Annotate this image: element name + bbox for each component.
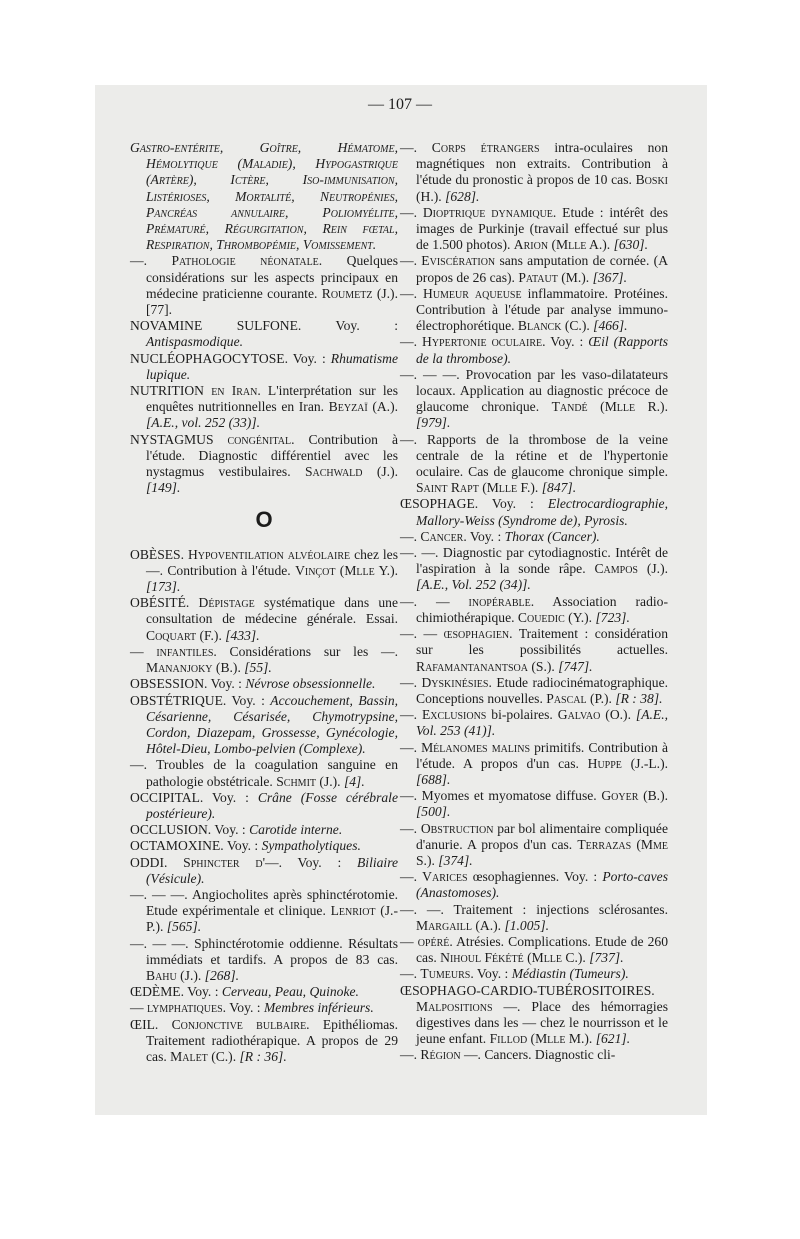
entry-heading: ŒIL. <box>130 1016 172 1032</box>
entry-reference: [737]. <box>589 950 624 966</box>
entry-text: chez les —. Contribution à l'étude. <box>146 546 398 578</box>
entry-reference: [4]. <box>343 773 365 789</box>
entry-heading: —. <box>400 253 422 269</box>
entry-text: Voy. : <box>545 334 589 350</box>
index-entry <box>400 626 668 675</box>
entry-text: bi-polaires. <box>486 707 558 723</box>
entry-author: Margaill (A.). <box>416 917 505 933</box>
entry-author: Fillod (Mlle M.). <box>489 1031 596 1047</box>
entry-reference: [374]. <box>438 852 473 868</box>
entry-reference: [173]. <box>146 579 181 595</box>
entry-reference: Carotide interne. <box>249 822 343 838</box>
entry-reference: [A.E., Vol. 252 (34)]. <box>416 577 531 593</box>
index-entry <box>400 1047 668 1063</box>
entry-author: Mananjoky (B.). <box>146 660 245 676</box>
entry-reference: [433]. <box>225 627 260 643</box>
entry-reference: [565]. <box>166 919 202 935</box>
entry-subheading: Hypertonie oculaire. <box>422 334 546 350</box>
index-entry <box>400 934 668 966</box>
entry-author: Arion (Mlle A.). <box>513 237 614 253</box>
entry-heading: —. <box>400 204 423 220</box>
index-entry <box>400 253 668 285</box>
index-entry <box>130 432 398 497</box>
index-entry <box>130 1017 398 1066</box>
index-entry <box>130 383 398 432</box>
entry-subheading: inopérable. <box>468 593 535 609</box>
entry-subheading: Humeur aqueuse <box>423 285 522 301</box>
entry-text: Voy. : <box>466 528 505 544</box>
index-entry <box>130 838 398 854</box>
entry-subheading: Malpositions —. <box>416 998 521 1014</box>
entry-text: Etude radiocinématographique. Conceptions nouvelles. <box>416 674 668 706</box>
entry-heading: —. <box>400 674 422 690</box>
entry-subheading: Exclusions <box>421 707 487 723</box>
entry-heading: —. <box>400 739 422 755</box>
entry-subheading: Tumeurs. <box>420 966 474 982</box>
entry-heading: ŒSOPHAGE. Voy. : <box>400 496 548 512</box>
entry-reference: [621]. <box>595 1031 631 1047</box>
entry-heading: —. <box>400 707 422 723</box>
entry-subheading: Gastro-entérite, Goître, Hématome, Hémolytique (Maladie), Hypogastrique (Artère), Ictère, Iso-immunisation, Listérioses, Mortalité, Neutropénies, Pancréas annulaire, Poliomyélite, Prématuré, Régurgitation, Rein fœtal, Respiration, Thrombopémie, Vomissement. <box>130 140 398 253</box>
entry-author: Blanck (C.). <box>517 318 594 334</box>
entry-author: Vinçot (Mlle Y.). <box>295 562 398 578</box>
entry-reference: [630]. <box>613 237 648 253</box>
index-entry <box>400 594 668 626</box>
index-entry <box>400 983 668 1048</box>
left-column <box>130 140 398 1065</box>
entry-reference: Thorax (Cancer). <box>504 528 600 544</box>
entry-subheading: lymphatiques. <box>147 1000 227 1016</box>
index-entry <box>130 676 398 692</box>
entry-text: Traitement : considération sur les possibilités actuelles. <box>416 626 668 658</box>
entry-reference: [149]. <box>146 480 181 496</box>
entry-heading: ODDI. <box>130 854 184 870</box>
entry-reference: [847]. <box>541 480 577 496</box>
entry-reference: [500]. <box>416 804 451 820</box>
entry-subheading: Dépistage <box>198 595 255 611</box>
index-entry <box>130 140 398 253</box>
entry-author: Lenriot (J.-P.). <box>146 903 398 935</box>
entry-text: Voy. : <box>473 966 512 982</box>
index-entry <box>400 707 668 739</box>
entry-text: Etude : intérêt des images de Purkinje (travail effectué sur plus de 1.500 photos). <box>416 204 668 253</box>
entry-author: Campos (J.). <box>594 561 668 577</box>
entry-reference: Rhumatisme lupique. <box>146 350 398 382</box>
entry-subheading: Sphincter d'—. <box>183 854 283 870</box>
entry-reference: Porto-caves (Anastomoses). <box>416 869 668 901</box>
entry-author: Bahu (J.). <box>146 967 205 983</box>
entry-heading: OBSESSION. Voy. : <box>130 676 246 692</box>
left-entries-o <box>130 547 398 1066</box>
entry-heading: —. Rapports de la thrombose de la veine centrale de la rétine et de l'hypertonie oculaire. Cas de glaucome chronique simple. <box>400 431 668 480</box>
entry-text: primitifs. Contribution à l'étude. A propos d'un cas. <box>416 739 669 771</box>
entry-heading: —. — <box>400 626 444 642</box>
index-entry <box>130 887 398 936</box>
entry-reference: [55]. <box>244 660 272 676</box>
entry-author: Roumetz (J.). [77]. <box>146 285 398 318</box>
index-entry <box>400 286 668 335</box>
entry-text: Voy. : <box>282 854 357 870</box>
index-entry <box>400 675 668 707</box>
entry-reference: [268]. <box>204 967 240 983</box>
entry-text: L'interprétation sur les enquêtes nutritionnelles en Iran. <box>146 383 398 415</box>
entry-author: Rafamantanantsoa (S.). <box>416 658 559 674</box>
entry-heading: —. — —. Angiocholites après sphinctérotomie. Etude expérimentale et clinique. <box>130 886 398 919</box>
entry-reference: Cerveau, Peau, Quinoke. <box>221 984 359 1000</box>
entry-heading: —. <box>130 253 172 269</box>
entry-author: Tandé (Mlle R.). <box>551 399 668 415</box>
entry-heading: —. <box>400 966 421 982</box>
entry-reference: Electrocardiographie, Mallory-Weiss (Syndrome de), Pyrosis. <box>416 496 668 528</box>
entry-subheading: Conjonctive bulbaire. <box>171 1016 310 1032</box>
right-entries <box>400 140 668 1064</box>
entry-text: Place des hémorragies digestives dans les — chez le nourrisson et le jeune enfant. <box>416 998 668 1047</box>
index-entry <box>130 318 398 350</box>
index-entry <box>400 788 668 820</box>
entry-text: Considérations sur les —. <box>216 643 398 659</box>
index-entry <box>400 140 668 205</box>
index-entry <box>400 821 668 870</box>
entry-reference: [A.E., vol. 252 (33)]. <box>146 415 261 431</box>
entry-subheading: infantiles. <box>156 643 217 659</box>
entry-heading: NUTRITION <box>130 383 212 399</box>
index-entry <box>130 822 398 838</box>
entry-reference: [747]. <box>558 658 593 674</box>
index-entry <box>130 855 398 887</box>
entry-heading: —. —. Diagnostic par cytodiagnostic. Intérêt de l'aspiration à la sonde râpe. <box>400 545 668 577</box>
entry-reference: Biliaire (Vésicule). <box>146 854 399 886</box>
index-entry <box>400 205 668 254</box>
index-entry <box>400 966 668 982</box>
entry-author: Nihoul Fékété (Mlle C.). <box>440 950 590 966</box>
entry-heading: ŒSOPHAGO-CARDIO-TUBÉROSITOIRES. <box>400 982 655 998</box>
index-entry <box>130 1000 398 1016</box>
entry-heading: OBÉSITÉ. <box>130 595 199 611</box>
entry-author: Malet (C.). <box>170 1048 240 1064</box>
index-entry <box>130 644 398 676</box>
entry-reference: [688]. <box>416 771 451 787</box>
entry-text: Epithéliomas. Traitement radiothérapique. A propos de 29 cas. <box>146 1016 398 1064</box>
entry-heading: OBSTÉTRIQUE. Voy. : <box>130 692 271 708</box>
entry-text: inflammatoire. Protéines. Contribution à l'étude par analyse immuno-électrophorétique. <box>416 285 669 334</box>
entry-subheading: Dyskinésies. <box>421 674 492 690</box>
section-letter: O <box>255 507 273 533</box>
entry-text: par bol alimentaire compliquée d'anurie. A propos d'un cas. <box>416 820 668 852</box>
index-entry <box>130 936 398 985</box>
entry-heading: — <box>130 1000 147 1016</box>
entry-reference: [1.005]. <box>504 917 550 933</box>
entry-subheading: Cancer. <box>420 528 467 544</box>
entry-heading: OCCIPITAL. Voy. : <box>130 789 258 805</box>
entry-subheading: Obstruction <box>420 820 494 836</box>
index-entry <box>130 693 398 758</box>
entry-text: Association radio-chimiothérapique. <box>416 593 668 625</box>
index-entry <box>400 496 668 528</box>
entry-subheading: œsophagien. <box>443 626 513 642</box>
entry-author: Huppe (J.-L.). <box>587 755 668 771</box>
entry-author: Saint Rapt (Mlle F.). <box>416 480 542 496</box>
left-entries-n <box>130 140 398 496</box>
entry-reference: [723]. <box>595 609 630 625</box>
entry-heading: OCCLUSION. Voy. : <box>130 822 250 838</box>
index-entry <box>400 334 668 366</box>
entry-heading: ŒDÈME. Voy. : <box>130 984 222 1000</box>
entry-author: Goyer (B.). <box>601 788 668 804</box>
entry-text: —. Cancers. Diagnostic cli- <box>460 1047 616 1063</box>
entry-heading: NOVAMINE SULFONE. Voy. : <box>130 318 398 334</box>
index-entry <box>130 547 398 596</box>
entry-subheading: Région <box>420 1047 461 1063</box>
entry-reference: Antispasmodique. <box>146 334 244 350</box>
entry-author: Sachwald (J.). <box>304 464 398 480</box>
entry-text: sans amputation de cornée. (A propos de 26 cas). <box>416 253 669 285</box>
entry-heading: —. <box>400 140 432 155</box>
entry-reference: Sympatholytiques. <box>261 838 361 854</box>
entry-subheading: opéré. <box>417 933 453 949</box>
entry-reference: Accouchement, Bassin, Césarienne, Césarisée, Chymotrypsine, Cordon, Diazepam, Grossesse, Gynécologie, Hôtel-Dieu, Lombo-pelvien (Complexe). <box>146 692 399 757</box>
index-entry <box>400 529 668 545</box>
entry-reference: [R : 36]. <box>239 1048 287 1064</box>
index-entry <box>400 902 668 934</box>
entry-heading: OBÈSES. <box>130 546 188 562</box>
entry-reference: [466]. <box>593 318 628 334</box>
entry-subheading: congénital. <box>227 431 295 447</box>
entry-heading: —. <box>400 869 423 885</box>
entry-text: Voy. : <box>226 1000 264 1016</box>
entry-subheading: Dioptrique dynamique. <box>422 204 557 220</box>
entry-heading: —. — <box>400 593 469 609</box>
entry-heading: —. — —. Sphinctérotomie oddienne. Résultats immédiats et tardifs. A propos de 83 cas. <box>130 935 398 967</box>
entry-author: Pataut (M.). <box>518 269 593 285</box>
entry-subheading: Hypoventilation alvéolaire <box>187 546 351 562</box>
entry-heading: —. <box>400 285 423 301</box>
index-entry <box>130 790 398 822</box>
entry-text: intra-oculaires non magnétiques non extraits. Contribution à l'étude du pronostic à propos de 10 cas. <box>416 140 669 188</box>
entry-reference: Œil (Rapports de la thrombose). <box>416 334 669 366</box>
entry-author: Pascal (P.). <box>546 690 616 706</box>
entry-author: Galvao (O.). <box>557 707 636 723</box>
index-entry <box>400 432 668 497</box>
index-entry <box>130 351 398 383</box>
entry-subheading: Mélanomes malins <box>421 739 531 755</box>
entry-reference: [979]. <box>416 415 451 431</box>
index-entry <box>400 869 668 901</box>
entry-heading: —. Troubles de la coagulation sanguine en pathologie obstétricale. <box>130 757 398 789</box>
index-entry <box>130 595 398 644</box>
entry-subheading: Varices <box>422 869 468 885</box>
entry-reference: [367]. <box>592 269 627 285</box>
entry-reference: Médiastin (Tumeurs). <box>511 966 629 982</box>
entry-author: Boski (H.). <box>416 172 668 204</box>
entry-heading: —. <box>400 528 421 544</box>
index-entry <box>400 740 668 789</box>
entry-heading: — <box>400 933 418 949</box>
entry-reference: [R : 38]. <box>615 690 663 706</box>
entry-subheading: Pathologie néonatale. <box>171 253 323 269</box>
entry-heading: —. <box>400 820 421 836</box>
right-column <box>400 140 668 1064</box>
entry-heading: —. <box>400 334 422 350</box>
entry-subheading: Corps étrangers <box>431 140 540 155</box>
entry-heading: —. Myomes et myomatose diffuse. <box>400 788 602 804</box>
entry-author: Terrazas (Mme S.). <box>416 836 668 868</box>
entry-reference: Crâne (Fosse cérébrale postérieure). <box>146 789 398 821</box>
entry-reference: [A.E., Vol. 253 (41)]. <box>416 707 669 739</box>
index-entry <box>400 367 668 432</box>
index-entry <box>130 253 398 318</box>
entry-heading: NYSTAGMUS <box>130 431 228 447</box>
entry-author: Couedic (Y.). <box>517 609 596 625</box>
page-number: — 107 — <box>368 96 432 113</box>
entry-reference: Membres inférieurs. <box>263 1000 374 1016</box>
index-entry <box>130 757 398 789</box>
entry-text: Contribution à l'étude. Diagnostic différentiel avec les nystagmus vestibulaires. <box>146 431 398 480</box>
entry-subheading: en Iran. <box>211 383 261 399</box>
index-entry <box>130 984 398 1000</box>
entry-text: systématique dans une consultation de médecine générale. Essai. <box>146 595 398 627</box>
entry-heading: NUCLÉOPHAGOCYTOSE. Voy. : <box>130 350 331 366</box>
entry-reference: Névrose obsessionnelle. <box>245 676 376 692</box>
index-entry <box>400 545 668 594</box>
entry-author: Schmit (J.). <box>276 773 344 789</box>
entry-reference: [628]. <box>445 188 480 204</box>
entry-text: Quelques considérations sur les aspects principaux en médecine praticienne courante. <box>146 253 398 301</box>
entry-subheading: Eviscération <box>421 253 496 269</box>
entry-heading: —. — —. Provocation par les vaso-dilatateurs locaux. Application au diagnostic précoce de glaucome chronique. <box>400 366 668 415</box>
entry-heading: OCTAMOXINE. Voy. : <box>130 838 262 854</box>
entry-heading: — <box>130 643 157 659</box>
entry-text: Atrésies. Complications. Etude de 260 cas. <box>416 933 668 966</box>
entry-author: Coquart (F.). <box>146 627 226 643</box>
entry-text: œsophagiennes. Voy. : <box>467 869 603 885</box>
entry-author: Beyzaï (A.). <box>328 399 399 415</box>
entry-heading: —. <box>400 1047 421 1063</box>
entry-heading: —. —. Traitement : injections sclérosantes. <box>400 901 668 917</box>
